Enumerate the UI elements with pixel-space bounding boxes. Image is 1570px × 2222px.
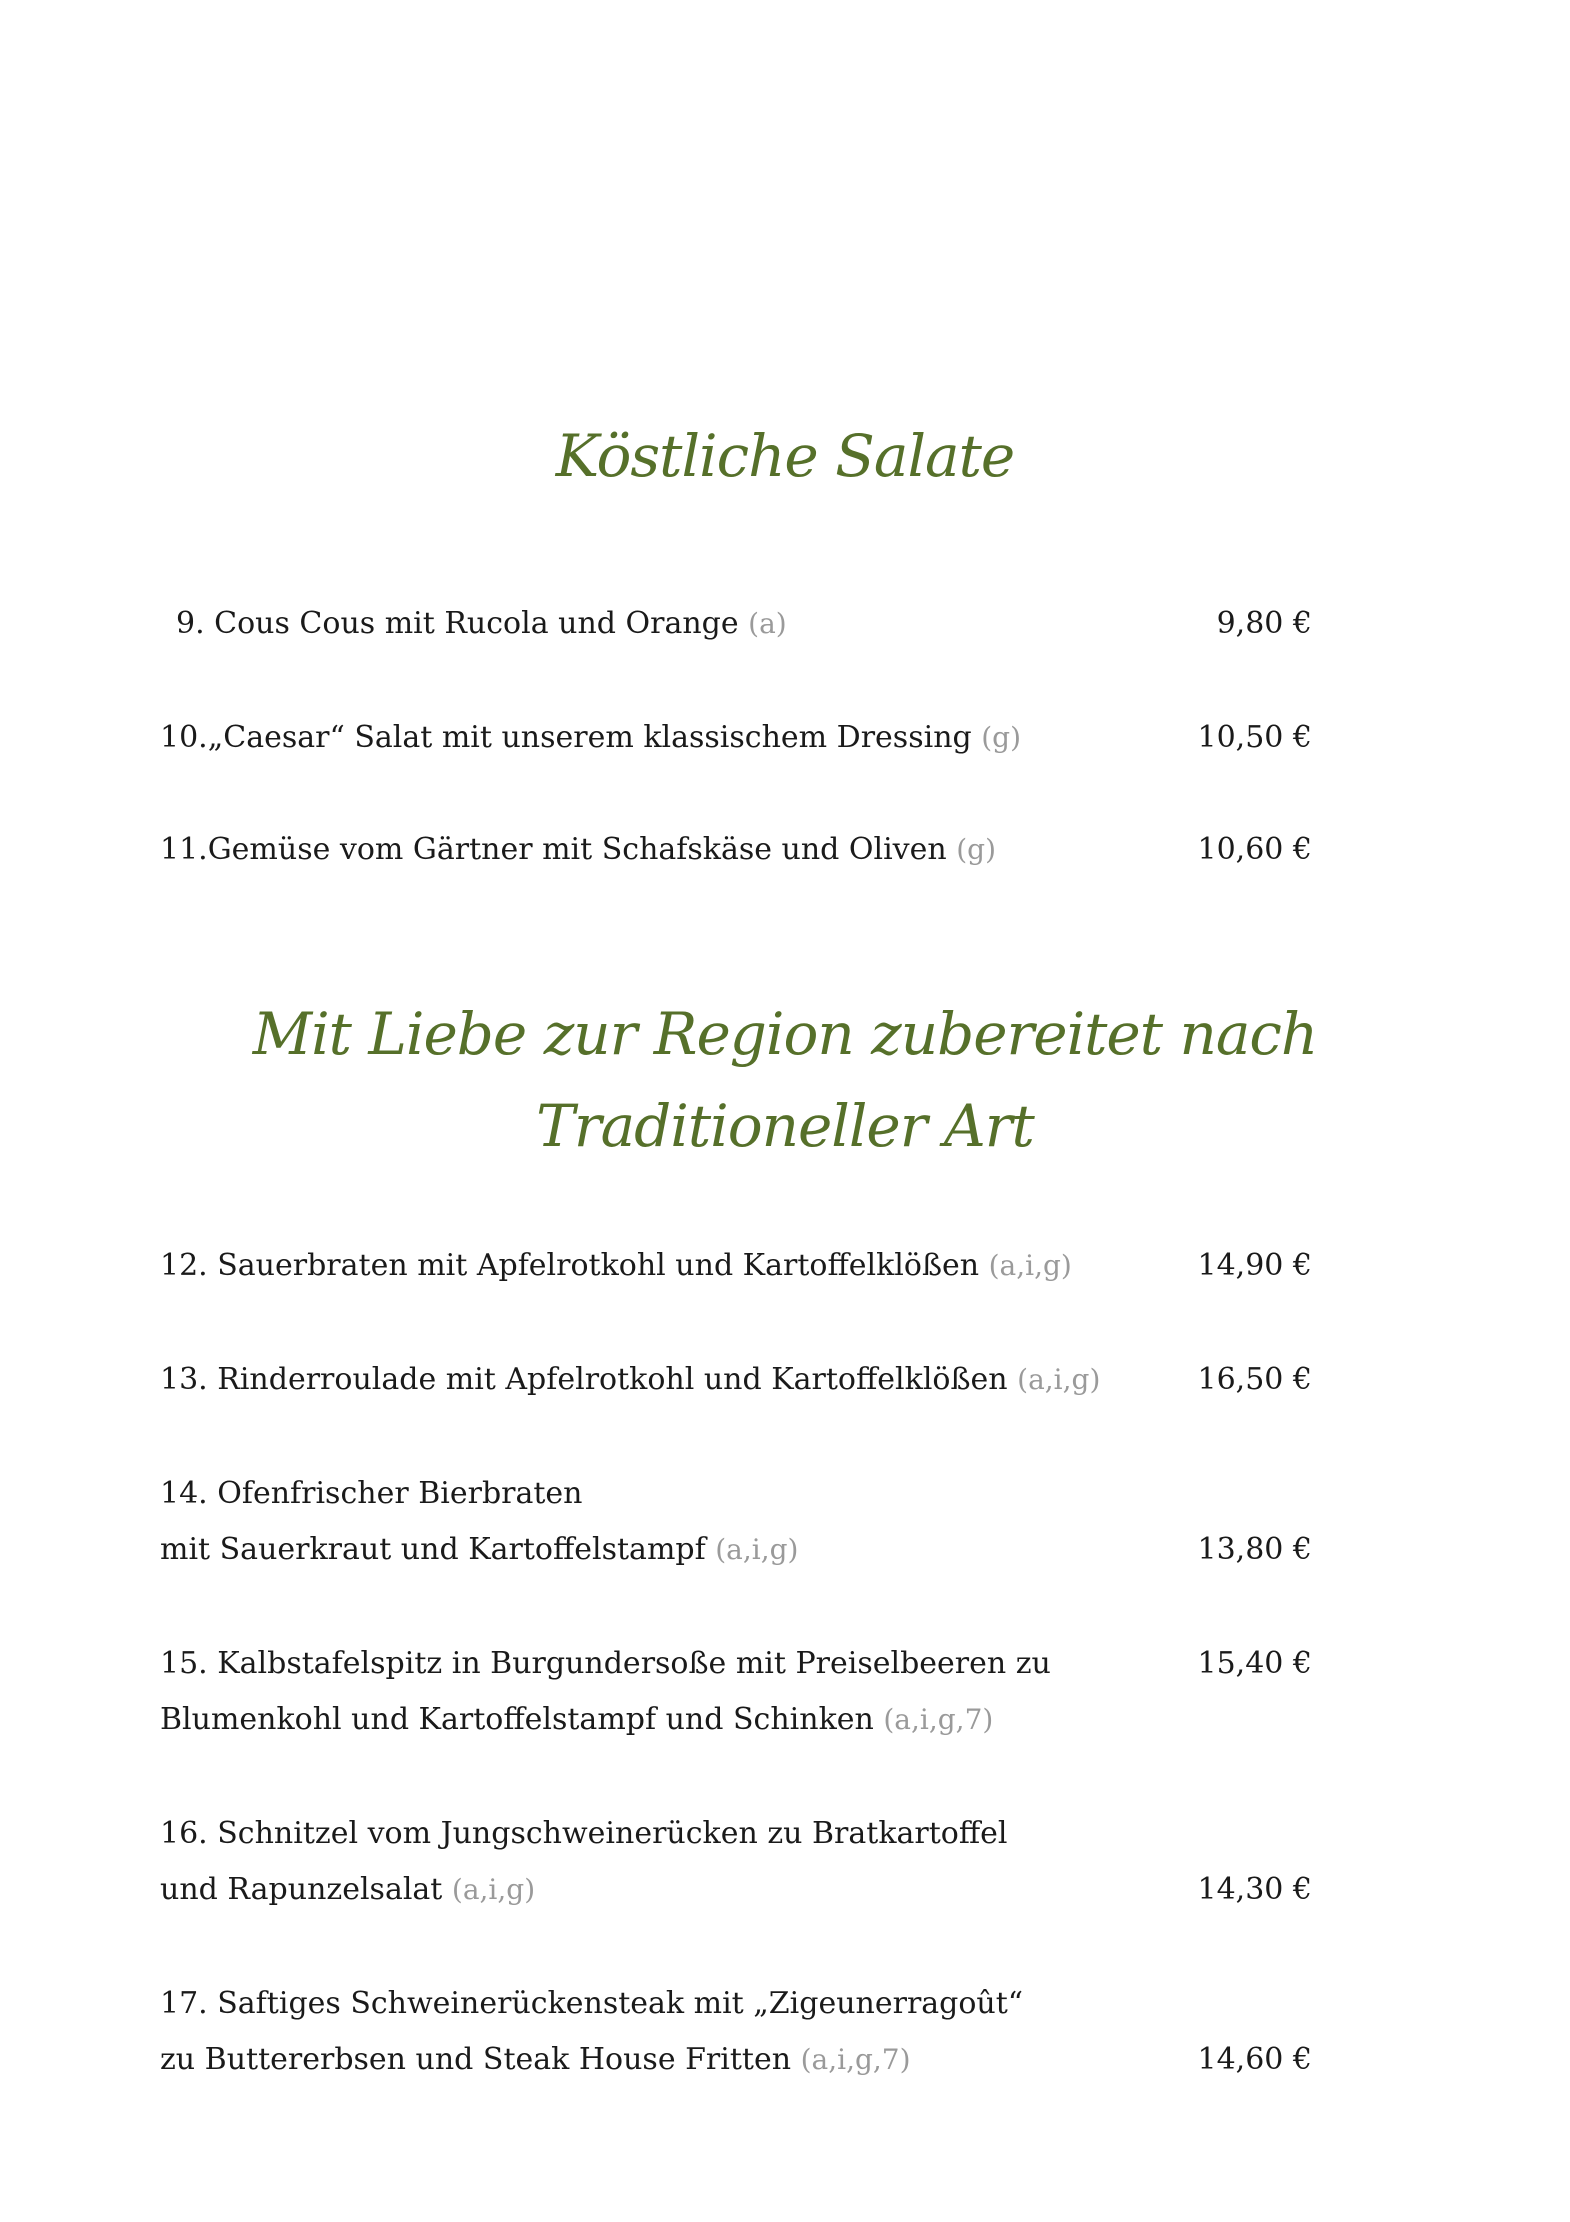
allergen-codes: (a,i,g,7): [800, 2043, 911, 2076]
menu-item-15-line2: [160, 1700, 993, 1740]
menu-item-price: 13,80 €: [1197, 1532, 1312, 1567]
menu-item-13: [160, 1360, 1100, 1400]
menu-item-text: mit Sauerkraut und Kartoffelstampf: [160, 1532, 716, 1567]
menu-item-17-line1: 17. Saftiges Schweinerückensteak mit „Zigeunerragoût“: [160, 1986, 1024, 2021]
menu-item-price: 10,50 €: [1197, 720, 1312, 755]
menu-item-text: 10.„Caesar“ Salat mit unserem klassischem Dressing: [160, 720, 982, 755]
menu-item-11: [160, 830, 996, 870]
menu-item-price: 15,40 €: [1197, 1646, 1312, 1681]
allergen-codes: (a,i,g,7): [883, 1703, 994, 1736]
allergen-codes: (a,i,g): [988, 1249, 1072, 1282]
menu-item-text: zu Buttererbsen und Steak House Fritten: [160, 2042, 801, 2077]
menu-item-9: [176, 604, 787, 644]
menu-item-price: 14,30 €: [1197, 1872, 1312, 1907]
section-title-salads: Köstliche Salate: [555, 422, 1015, 490]
section-title-regional-line2: Traditioneller Art: [536, 1092, 1034, 1160]
menu-item-text: 12. Sauerbraten mit Apfelrotkohl und Kartoffelklößen: [160, 1248, 989, 1283]
allergen-codes: (g): [981, 721, 1022, 754]
allergen-codes: (a,i,g): [451, 1873, 536, 1906]
menu-item-price: 14,90 €: [1197, 1248, 1312, 1283]
section-title-regional-line1: Mit Liebe zur Region zubereitet nach: [252, 1000, 1318, 1068]
allergen-codes: (g): [956, 833, 997, 866]
menu-item-price: 14,60 €: [1197, 2042, 1312, 2077]
allergen-codes: (a,i,g): [1017, 1363, 1101, 1396]
allergen-codes: (a): [748, 607, 787, 640]
menu-item-text: Blumenkohl und Kartoffelstampf und Schinken: [160, 1702, 884, 1737]
menu-item-price: 10,60 €: [1197, 832, 1312, 867]
menu-item-10: [160, 718, 1021, 758]
menu-item-text: und Rapunzelsalat: [160, 1872, 452, 1907]
menu-item-price: 16,50 €: [1197, 1362, 1312, 1397]
menu-item-12: [160, 1246, 1072, 1286]
menu-item-text: 11.Gemüse vom Gärtner mit Schafskäse und Oliven: [160, 832, 957, 867]
menu-item-text: 9. Cous Cous mit Rucola und Orange: [176, 606, 749, 641]
allergen-codes: (a,i,g): [715, 1533, 799, 1566]
menu-item-15-line1: 15. Kalbstafelspitz in Burgundersoße mit Preiselbeeren zu: [160, 1646, 1051, 1681]
menu-item-16-line1: 16. Schnitzel vom Jungschweinerücken zu Bratkartoffel: [160, 1816, 1008, 1851]
menu-item-14-line1: 14. Ofenfrischer Bierbraten: [160, 1476, 583, 1511]
menu-item-16-line2: [160, 1870, 535, 1910]
menu-item-text: 13. Rinderroulade mit Apfelrotkohl und Kartoffelklößen: [160, 1362, 1018, 1397]
menu-item-17-line2: [160, 2040, 911, 2080]
menu-item-price: 9,80 €: [1216, 606, 1312, 641]
menu-item-14-line2: [160, 1530, 798, 1570]
